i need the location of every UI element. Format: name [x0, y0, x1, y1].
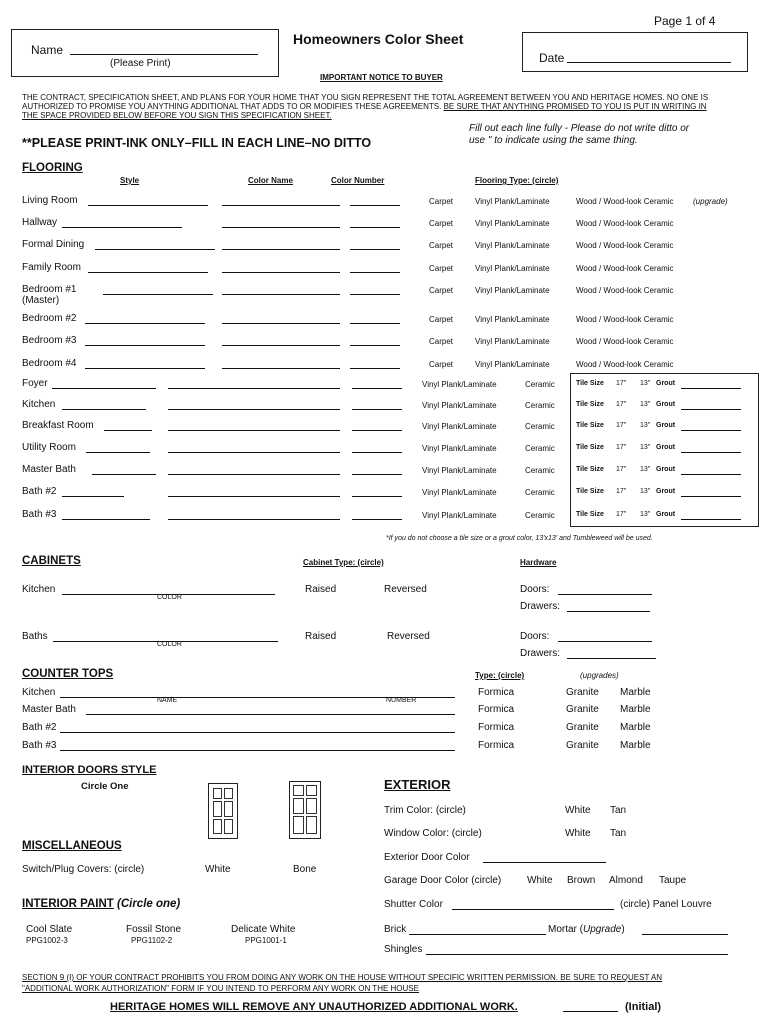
vinyl-plank-option[interactable]: Vinyl Plank/Laminate: [475, 360, 550, 369]
floor-room-label: Bedroom #3: [22, 335, 77, 346]
floor-color-number-field[interactable]: [350, 294, 400, 295]
floor-color-name-field[interactable]: [222, 345, 340, 346]
vinyl-plank-option[interactable]: Vinyl Plank/Laminate: [422, 444, 497, 453]
floor-style-field[interactable]: [62, 227, 182, 228]
col-flooring-type: Flooring Type: (circle): [475, 176, 559, 185]
cabinet-baths-label: Baths: [22, 631, 48, 642]
notice-title: IMPORTANT NOTICE TO BUYER: [320, 73, 443, 82]
carpet-option[interactable]: Carpet: [429, 360, 454, 369]
tile-color-number-field[interactable]: [352, 519, 402, 520]
tile-17-option[interactable]: 17": [616, 488, 627, 495]
garage-taupe-option[interactable]: Taupe: [659, 875, 687, 886]
floor-color-name-field[interactable]: [222, 294, 340, 295]
carpet-option[interactable]: Carpet: [429, 219, 454, 228]
wood-ceramic-option[interactable]: Wood / Wood-look Ceramic: [576, 360, 674, 369]
ceramic-option[interactable]: Ceramic: [525, 511, 555, 520]
circle-one-label: Circle One: [81, 781, 129, 792]
floor-room-label: Bedroom #4: [22, 358, 77, 369]
name-label: Name: [31, 43, 64, 57]
tile-room-label: Utility Room: [22, 442, 76, 453]
six-panel-square-door-icon[interactable]: [289, 781, 321, 839]
fill-note-1: Fill out each line fully - Please do not write ditto or: [469, 123, 690, 134]
page-number: Page 1 of 4: [654, 14, 716, 28]
kitchen-drawers-field[interactable]: [567, 611, 650, 612]
tile-size-label: Tile Size: [576, 444, 604, 451]
carpet-option[interactable]: Carpet: [429, 241, 454, 250]
counter-row-label: Kitchen: [22, 687, 56, 698]
baths-doors-field[interactable]: [558, 641, 652, 642]
tile-style-field[interactable]: [62, 496, 124, 497]
floor-color-number-field[interactable]: [350, 368, 400, 369]
wood-ceramic-option[interactable]: Wood / Wood-look Ceramic: [576, 337, 674, 346]
wood-ceramic-option[interactable]: Wood / Wood-look Ceramic: [576, 219, 674, 228]
trim-white-option[interactable]: White: [565, 805, 591, 816]
mortar-field[interactable]: [642, 934, 728, 935]
counter-heading: COUNTER TOPS: [22, 668, 114, 680]
counter-number-caption: NUMBER: [386, 697, 417, 704]
tile-size-label: Tile Size: [576, 401, 604, 408]
grout-label: Grout: [656, 444, 676, 451]
carpet-option[interactable]: Carpet: [429, 337, 454, 346]
notice-line-1: THE CONTRACT, SPECIFICATION SHEET, AND PLANS FOR YOUR HOME THAT YOU SIGN REPRESENT THE TOTAL AGREEMENT BETWEEN YOU AND HERITAGE HOMES. NO ONE IS: [22, 93, 709, 102]
tile-size-label: Tile Size: [576, 466, 604, 473]
col-color-name: Color Name: [248, 176, 293, 185]
tile-room-label: Breakfast Room: [22, 420, 94, 431]
tile-color-name-field[interactable]: [168, 496, 340, 497]
garage-label: Garage Door Color (circle): [384, 875, 502, 886]
name-field[interactable]: [70, 54, 258, 55]
counter-row-label: Master Bath: [22, 704, 76, 715]
baths-drawers-field[interactable]: [567, 658, 656, 659]
vinyl-plank-option[interactable]: Vinyl Plank/Laminate: [422, 401, 497, 410]
mortar-label: Mortar (Upgrade): [548, 924, 625, 935]
flooring-heading: FLOORING: [22, 162, 83, 174]
trim-label: Trim Color: (circle): [384, 805, 466, 816]
tile-17-option[interactable]: 17": [616, 401, 627, 408]
tile-17-option[interactable]: 17": [616, 380, 627, 387]
floor-color-number-field[interactable]: [350, 227, 400, 228]
baths-raised-option[interactable]: Raised: [305, 631, 337, 642]
grout-label: Grout: [656, 511, 676, 518]
floor-room-label: Living Room: [22, 195, 78, 206]
kitchen-raised-option[interactable]: Raised: [305, 584, 337, 595]
vinyl-plank-option[interactable]: Vinyl Plank/Laminate: [475, 197, 550, 206]
shutter-label: Shutter Color: [384, 899, 443, 910]
tile-size-label: Tile Size: [576, 511, 604, 518]
tile-13-option[interactable]: 13": [640, 444, 651, 451]
vinyl-plank-option[interactable]: Vinyl Plank/Laminate: [475, 286, 550, 295]
cabinet-kitchen-label: Kitchen: [22, 584, 56, 595]
garage-almond-option[interactable]: Almond: [609, 875, 643, 886]
floor-room-label: Hallway: [22, 217, 58, 228]
granite-option[interactable]: Granite: [566, 687, 599, 698]
window-label: Window Color: (circle): [384, 828, 482, 839]
ceramic-option[interactable]: Ceramic: [525, 380, 555, 389]
tile-room-label: Master Bath: [22, 464, 76, 475]
carpet-option[interactable]: Carpet: [429, 197, 454, 206]
formica-option[interactable]: Formica: [478, 740, 515, 751]
shingles-label: Shingles: [384, 944, 423, 955]
floor-color-number-field[interactable]: [350, 249, 400, 250]
please-print: (Please Print): [110, 58, 171, 69]
tile-color-number-field[interactable]: [352, 409, 402, 410]
exterior-heading: EXTERIOR: [384, 777, 451, 792]
brick-field[interactable]: [409, 934, 546, 935]
marble-option[interactable]: Marble: [620, 704, 651, 715]
counter-name-number-field[interactable]: [60, 732, 455, 733]
shutter-field[interactable]: [452, 909, 614, 910]
floor-color-name-field[interactable]: [222, 272, 340, 273]
exterior-door-field[interactable]: [483, 862, 606, 863]
counter-name-caption: NAME: [157, 697, 178, 704]
paint-option-code: PPG1102-2: [131, 936, 173, 945]
floor-color-name-field[interactable]: [222, 227, 340, 228]
floor-room-label: Family Room: [22, 262, 81, 273]
tile-style-field[interactable]: [62, 519, 150, 520]
tile-17-option[interactable]: 17": [616, 466, 627, 473]
floor-color-number-field[interactable]: [350, 323, 400, 324]
cabinets-heading: CABINETS: [22, 555, 81, 567]
exterior-door-label: Exterior Door Color: [384, 852, 470, 863]
ceramic-option[interactable]: Ceramic: [525, 488, 555, 497]
counter-row-label: Bath #2: [22, 722, 57, 733]
tile-color-number-field[interactable]: [352, 496, 402, 497]
garage-white-option[interactable]: White: [527, 875, 553, 886]
misc-heading: MISCELLANEOUS: [22, 840, 122, 852]
notice-line-2: AUTHORIZED TO PROMISE YOU ANYTHING ADDITIONAL THAT ADDS TO OR MODIFIES THESE AGREEMENTS. BE SURE THAT ANYTHING PROMISED TO YOU IS PUT IN WRITING IN: [22, 102, 707, 111]
floor-color-name-field[interactable]: [222, 368, 340, 369]
tile-13-option[interactable]: 13": [640, 380, 651, 387]
initial-label: (Initial): [625, 1001, 662, 1013]
tile-13-option[interactable]: 13": [640, 511, 651, 518]
section-notice-1: SECTION 9 (I) OF YOUR CONTRACT PROHIBITS YOU FROM DOING ANY WORK ON THE HOUSE WITHOUT SPECIFIC WRITTEN PERMISSION. BE SURE TO REQUEST AN: [22, 973, 663, 982]
tile-size-label: Tile Size: [576, 488, 604, 495]
floor-style-field[interactable]: [88, 205, 208, 206]
tile-style-field[interactable]: [62, 409, 146, 410]
unauthorized-work-warning: HERITAGE HOMES WILL REMOVE ANY UNAUTHORIZED ADDITIONAL WORK.: [110, 1001, 518, 1013]
carpet-option[interactable]: Carpet: [429, 286, 454, 295]
marble-option[interactable]: Marble: [620, 722, 651, 733]
floor-style-field[interactable]: [85, 323, 205, 324]
six-panel-door-icon[interactable]: [208, 783, 238, 839]
marble-option[interactable]: Marble: [620, 740, 651, 751]
tile-13-option[interactable]: 13": [640, 466, 651, 473]
vinyl-plank-option[interactable]: Vinyl Plank/Laminate: [475, 337, 550, 346]
tile-17-option[interactable]: 17": [616, 444, 627, 451]
grout-label: Grout: [656, 488, 676, 495]
garage-brown-option[interactable]: Brown: [567, 875, 596, 886]
floor-color-number-field[interactable]: [350, 345, 400, 346]
tile-size-label: Tile Size: [576, 380, 604, 387]
paint-option-name[interactable]: Fossil Stone: [126, 924, 182, 935]
switch-covers-label: Switch/Plug Covers: (circle): [22, 864, 145, 875]
vinyl-plank-option[interactable]: Vinyl Plank/Laminate: [422, 511, 497, 520]
paint-option-name[interactable]: Cool Slate: [26, 924, 73, 935]
grout-label: Grout: [656, 380, 676, 387]
trim-tan-option[interactable]: Tan: [610, 805, 627, 816]
cabinet-type-label: Cabinet Type: (circle): [303, 558, 384, 567]
tile-17-option[interactable]: 17": [616, 422, 627, 429]
tile-style-field[interactable]: [92, 474, 156, 475]
initial-field[interactable]: [563, 1011, 618, 1012]
page-title: Homeowners Color Sheet: [293, 31, 464, 47]
wood-ceramic-option[interactable]: Wood / Wood-look Ceramic: [576, 315, 674, 324]
wood-ceramic-option[interactable]: Wood / Wood-look Ceramic: [576, 264, 674, 273]
ceramic-option[interactable]: Ceramic: [525, 466, 555, 475]
counter-name-number-field[interactable]: [60, 750, 455, 751]
tile-color-name-field[interactable]: [168, 519, 340, 520]
date-label: Date: [539, 51, 565, 65]
baths-drawers-label: Drawers:: [520, 648, 561, 659]
vinyl-plank-option[interactable]: Vinyl Plank/Laminate: [475, 315, 550, 324]
brick-label: Brick: [384, 924, 407, 935]
interior-doors-heading: INTERIOR DOORS STYLE: [22, 764, 157, 776]
wood-ceramic-option[interactable]: Wood / Wood-look Ceramic: [576, 241, 674, 250]
tile-color-name-field[interactable]: [168, 452, 340, 453]
vinyl-plank-option[interactable]: Vinyl Plank/Laminate: [475, 241, 550, 250]
col-style: Style: [120, 176, 140, 185]
counter-upgrades-label: (upgrades): [580, 671, 619, 680]
tile-style-field[interactable]: [52, 388, 156, 389]
formica-option[interactable]: Formica: [478, 722, 515, 733]
ceramic-option[interactable]: Ceramic: [525, 401, 555, 410]
tile-room-label: Foyer: [22, 378, 48, 389]
ceramic-option[interactable]: Ceramic: [525, 444, 555, 453]
tile-grout-box: [570, 373, 759, 527]
counter-name-number-field[interactable]: [86, 714, 455, 715]
kitchen-doors-field[interactable]: [558, 594, 652, 595]
tile-color-number-field[interactable]: [352, 430, 402, 431]
tile-room-label: Kitchen: [22, 399, 56, 410]
marble-option[interactable]: Marble: [620, 687, 651, 698]
section-notice-2: "ADDITIONAL WORK AUTHORIZATION" FORM IF YOU INTEND TO PERFORM ANY WORK ON THE HOUSE: [22, 984, 419, 993]
vinyl-plank-option[interactable]: Vinyl Plank/Laminate: [422, 380, 497, 389]
formica-option[interactable]: Formica: [478, 687, 515, 698]
kitchen-reversed-option[interactable]: Reversed: [384, 584, 427, 595]
tile-room-label: Bath #2: [22, 486, 57, 497]
counter-type-label: Type: (circle): [475, 671, 525, 680]
carpet-option[interactable]: Carpet: [429, 264, 454, 273]
floor-room-label: Formal Dining: [22, 239, 85, 250]
switch-bone-option[interactable]: Bone: [293, 864, 317, 875]
carpet-option[interactable]: Carpet: [429, 315, 454, 324]
vinyl-plank-option[interactable]: Vinyl Plank/Laminate: [422, 422, 497, 431]
grout-label: Grout: [656, 422, 676, 429]
kitchen-doors-label: Doors:: [520, 584, 550, 595]
floor-color-name-field[interactable]: [222, 323, 340, 324]
floor-style-field[interactable]: [95, 249, 215, 250]
tile-size-label: Tile Size: [576, 422, 604, 429]
tile-color-number-field[interactable]: [352, 388, 402, 389]
window-tan-option[interactable]: Tan: [610, 828, 627, 839]
cabinet-baths-color-caption: COLOR: [157, 641, 182, 648]
floor-color-number-field[interactable]: [350, 205, 400, 206]
paint-option-name[interactable]: Delicate White: [231, 924, 296, 935]
grout-label: Grout: [656, 401, 676, 408]
master-note: (Master): [22, 295, 60, 306]
tile-17-option[interactable]: 17": [616, 511, 627, 518]
granite-option[interactable]: Granite: [566, 704, 599, 715]
tile-note: *If you do not choose a tile size or a grout color, 13'x13' and Tumbleweed will be used.: [386, 535, 653, 542]
print-ink-instruction: **PLEASE PRINT-INK ONLY–FILL IN EACH LINE–NO DITTO: [22, 136, 372, 150]
baths-doors-label: Doors:: [520, 631, 550, 642]
counter-row-label: Bath #3: [22, 740, 57, 751]
tile-style-field[interactable]: [104, 430, 152, 431]
tile-color-number-field[interactable]: [352, 474, 402, 475]
window-white-option[interactable]: White: [565, 828, 591, 839]
wood-ceramic-option[interactable]: Wood / Wood-look Ceramic: [576, 197, 674, 206]
grout-label: Grout: [656, 466, 676, 473]
tile-13-option[interactable]: 13": [640, 401, 651, 408]
tile-color-name-field[interactable]: [168, 409, 340, 410]
paint-option-code: PPG1001-1: [245, 936, 287, 945]
tile-13-option[interactable]: 13": [640, 422, 651, 429]
granite-option[interactable]: Granite: [566, 740, 599, 751]
vinyl-plank-option[interactable]: Vinyl Plank/Laminate: [475, 219, 550, 228]
floor-color-number-field[interactable]: [350, 272, 400, 273]
shingles-field[interactable]: [426, 954, 728, 955]
floor-color-name-field[interactable]: [222, 205, 340, 206]
floor-style-field[interactable]: [103, 294, 213, 295]
floor-style-field[interactable]: [85, 368, 205, 369]
formica-option[interactable]: Formica: [478, 704, 515, 715]
tile-color-name-field[interactable]: [168, 430, 340, 431]
fill-note-2: use " to indicate using the same thing.: [469, 135, 638, 146]
floor-style-field[interactable]: [85, 345, 205, 346]
tile-color-name-field[interactable]: [168, 388, 340, 389]
floor-style-field[interactable]: [88, 272, 208, 273]
date-field[interactable]: [567, 62, 731, 63]
vinyl-plank-option[interactable]: Vinyl Plank/Laminate: [475, 264, 550, 273]
tile-color-name-field[interactable]: [168, 474, 340, 475]
switch-white-option[interactable]: White: [205, 864, 231, 875]
cabinet-kitchen-color-caption: COLOR: [157, 594, 182, 601]
ceramic-option[interactable]: Ceramic: [525, 422, 555, 431]
baths-reversed-option[interactable]: Reversed: [387, 631, 430, 642]
floor-room-label: Bedroom #1: [22, 284, 77, 295]
tile-color-number-field[interactable]: [352, 452, 402, 453]
kitchen-drawers-label: Drawers:: [520, 601, 561, 612]
floor-color-name-field[interactable]: [222, 249, 340, 250]
tile-13-option[interactable]: 13": [640, 488, 651, 495]
hardware-label: Hardware: [520, 558, 557, 567]
wood-ceramic-option[interactable]: Wood / Wood-look Ceramic: [576, 286, 674, 295]
col-color-number: Color Number: [331, 176, 385, 185]
vinyl-plank-option[interactable]: Vinyl Plank/Laminate: [422, 488, 497, 497]
vinyl-plank-option[interactable]: Vinyl Plank/Laminate: [422, 466, 497, 475]
paint-option-code: PPG1002-3: [26, 936, 68, 945]
tile-room-label: Bath #3: [22, 509, 57, 520]
interior-paint-heading: INTERIOR PAINT (Circle one): [22, 898, 181, 910]
floor-room-label: Bedroom #2: [22, 313, 77, 324]
tile-style-field[interactable]: [86, 452, 150, 453]
shutter-options[interactable]: (circle) Panel Louvre: [620, 899, 712, 910]
notice-line-3: THE SPACE PROVIDED BELOW BEFORE YOU SIGN THIS SPECIFICATION SHEET.: [22, 111, 332, 120]
upgrade-note: (upgrade): [693, 197, 728, 206]
granite-option[interactable]: Granite: [566, 722, 599, 733]
